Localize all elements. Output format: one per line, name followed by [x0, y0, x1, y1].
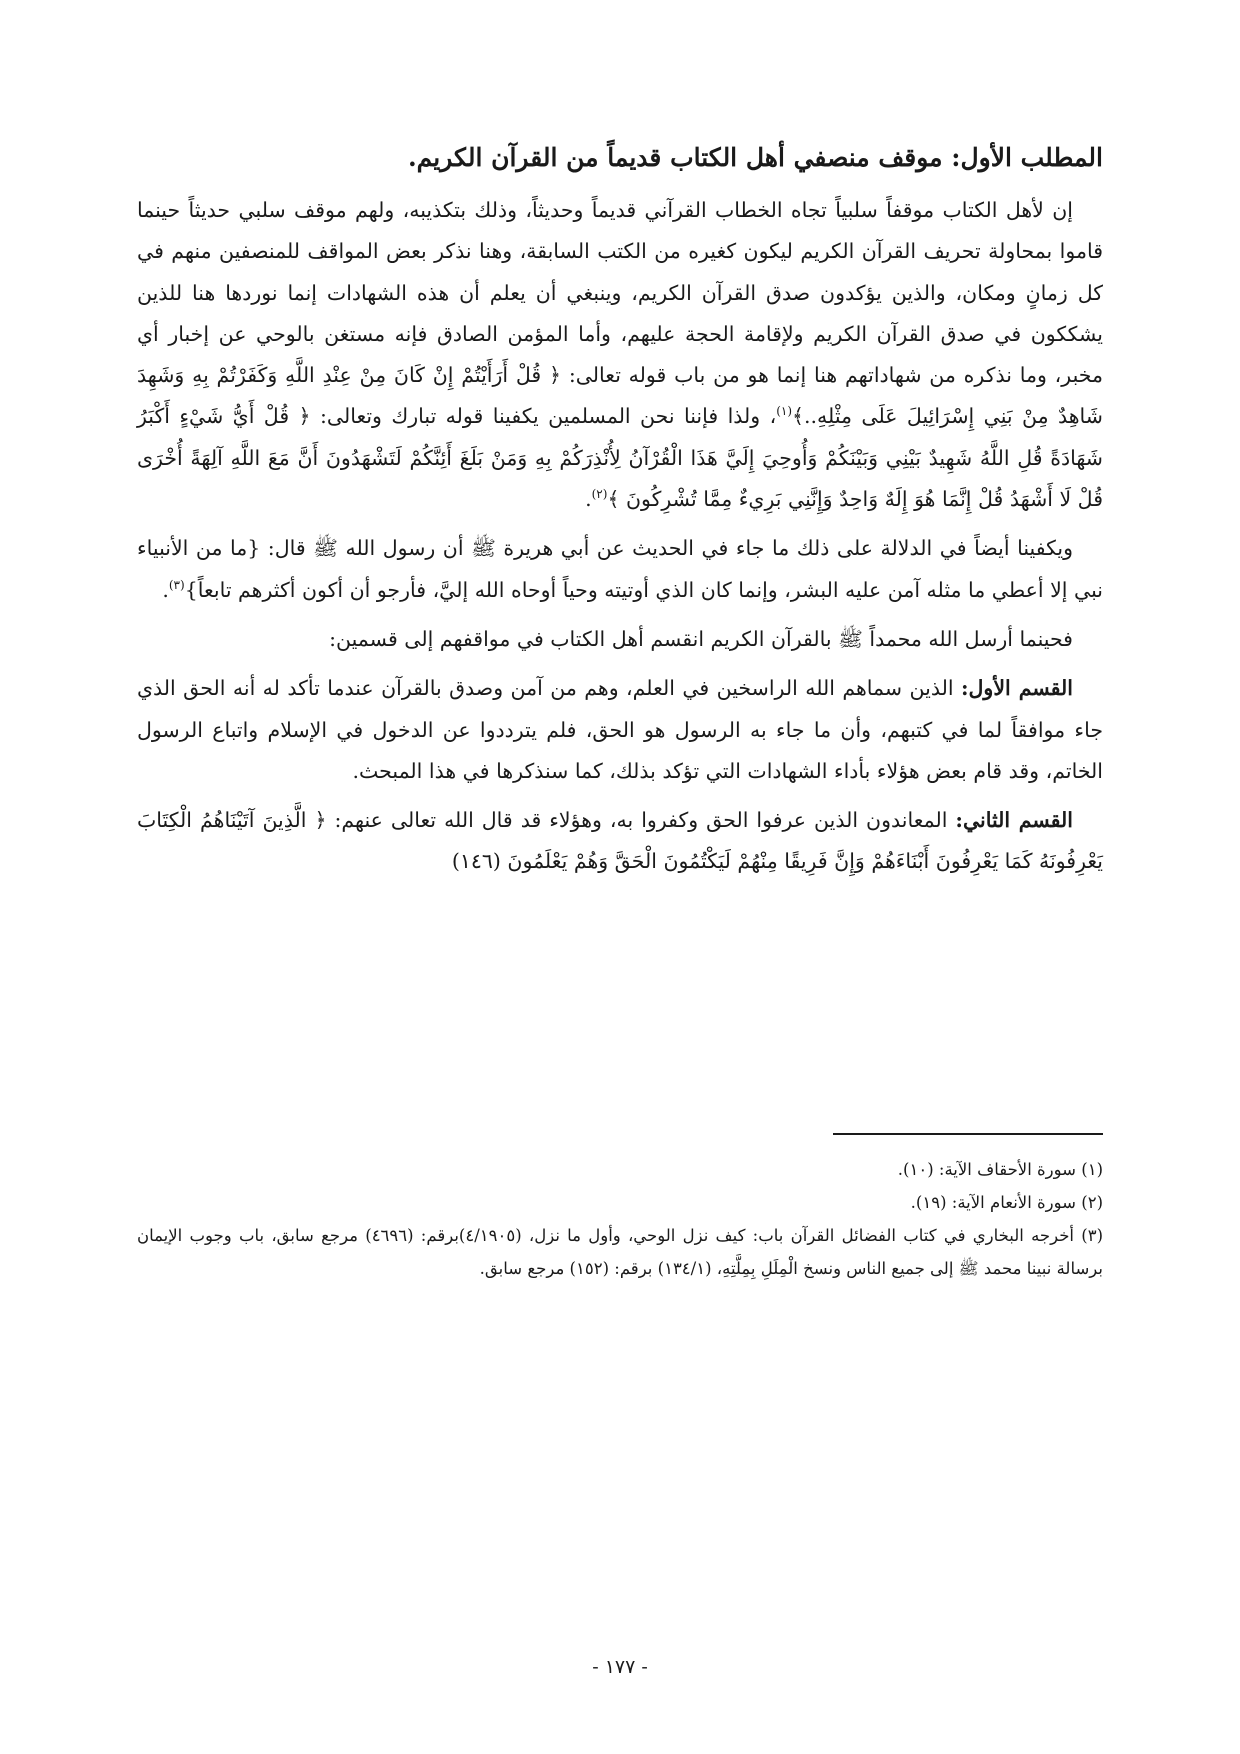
paragraph-first-group — [137, 668, 1103, 792]
paragraph-hadith-text: ويكفينا أيضاً في الدلالة على ذلك ما جاء في الحديث عن أبي هريرة ﷺ أن رسول الله ﷺ قال: {ما من الأنبياء نبي إلا أعطي ما مثله آمن عليه البشر، وإنما كان الذي أوتيته وحياً أوحاه الله إليَّ، فأرجو أن أكون أكثرهم تابعاً} — [137, 536, 1103, 602]
page-number: - ١٧٧ - — [592, 1656, 648, 1678]
footnote-3: (٣) أخرجه البخاري في كتاب الفضائل القرآن باب: كيف نزل الوحي، وأول ما نزل، (٤/١٩٠٥)برقم: (٤٦٩٦) مرجع سابق، باب وجوب الإيمان برسالة نبينا محمد ﷺ إلى جميع الناس ونسخ الْمِلَلِ بِمِلَّتِهِ، (١٣٤/١) برقم: (١٥٢) مرجع سابق. — [137, 1226, 1103, 1278]
paragraph-second-group — [137, 800, 1103, 883]
footnote-ref-1: (١) — [776, 404, 793, 419]
body-text — [137, 190, 1103, 891]
paragraph-division-text: فحينما أرسل الله محمداً ﷺ بالقرآن الكريم انقسم أهل الكتاب في مواقفهم إلى قسمين: — [329, 626, 1073, 651]
paragraph-division — [137, 619, 1103, 660]
paragraph-hadith — [137, 528, 1103, 611]
section-heading — [137, 138, 1103, 178]
paragraph-intro-end: . — [585, 487, 592, 512]
paragraph-intro — [137, 190, 1103, 520]
paragraph-intro-continuation: ، ولذا فإننا نحن المسلمين يكفينا قوله تبارك وتعالى: — [319, 404, 777, 429]
second-group-label: القسم الثاني: — [955, 808, 1073, 833]
paragraph-hadith-end: . — [162, 577, 169, 602]
footnote-2: (٢) سورة الأنعام الآية: (١٩). — [910, 1193, 1103, 1212]
quran-verse-ahqaf: ﴿ قُلْ أَرَأَيْتُمْ إِنْ كَانَ مِنْ عِنْدِ اللَّهِ وَكَفَرْتُمْ بِهِ وَشَهِدَ شَاهِدٌ مِنْ بَنِي إِسْرَائِيلَ عَلَى مِثْلِهِ..﴾ — [137, 363, 1103, 429]
first-group-text: الذين سماهم الله الراسخين في العلم، وهم من آمن وصدق بالقرآن عندما تأكد له أنه الحق الذي جاء موافقاً لما في كتبهم، وأن ما جاء به الرسول هو الحق، فلم يترددوا عن الدخول في الإسلام واتباع الرسول الخاتم، وقد قام بعض هؤلاء بأداء الشهادات التي تؤكد بذلك، كما سنذكرها في هذا المبحث. — [137, 676, 1103, 783]
footnote-ref-2: (٢) — [591, 487, 608, 502]
second-group-text: المعاندون الذين عرفوا الحق وكفروا به، وهؤلاء قد قال الله تعالى عنهم: — [334, 808, 956, 833]
document-page — [137, 0, 1103, 1754]
quran-verse-anam: ﴿ قُلْ أَيُّ شَيْءٍ أَكْبَرُ شَهَادَةً قُلِ اللَّهُ شَهِيدٌ بَيْنِي وَبَيْنَكُمْ وَأُوحِيَ إِلَيَّ هَذَا الْقُرْآنُ لِأُنْذِرَكُمْ بِهِ وَمَنْ بَلَغَ أَئِنَّكُمْ لَتَشْهَدُونَ أَنَّ مَعَ اللَّهِ آلِهَةً أُخْرَى قُلْ لَا أَشْهَدُ قُلْ إِنَّمَا هُوَ إِلَهٌ وَاحِدٌ وَإِنَّنِي بَرِيءٌ مِمَّا تُشْرِكُونَ ﴾ — [137, 404, 1103, 512]
section-heading-label: المطلب الأول: — [951, 143, 1103, 172]
paragraph-intro-text: إن لأهل الكتاب موقفاً سلبياً تجاه الخطاب القرآني قديماً وحديثاً، وذلك بتكذيبه، ولهم موقف سلبي حديثاً حينما قاموا بمحاولة تحريف القرآن الكريم ليكون كغيره من الكتب السابقة، وهنا نذكر بعض المواقف للمنصفين منهم في كل زمانٍ ومكان، والذين يؤكدون صدق القرآن الكريم، وينبغي أن يعلم أن هذه الشهادات إنما نوردها هنا للذين يشككون في صدق القرآن الكريم ولإقامة الحجة عليهم، وأما المؤمن الصادق فإنه مستغن بالوحي عن إخبار أي مخبر، وما نذكره من شهاداتهم هنا إنما هو من باب قوله تعالى: — [137, 198, 1103, 388]
quran-verse-baqara: ﴿ الَّذِينَ آتَيْنَاهُمُ الْكِتَابَ يَعْرِفُونَهُ كَمَا يَعْرِفُونَ أَبْنَاءَهُمْ وَإِنَّ فَرِيقًا مِنْهُمْ لَيَكْتُمُونَ الْحَقَّ وَهُمْ يَعْلَمُونَ (١٤٦) — [137, 808, 1103, 874]
footnote-divider — [833, 1133, 1103, 1135]
footnote-1: (١) سورة الأحقاف الآية: (١٠). — [897, 1160, 1103, 1179]
footnote-ref-3: (٣) — [168, 577, 185, 592]
footnotes — [137, 1153, 1103, 1285]
section-heading-title: موقف منصفي أهل الكتاب قديماً من القرآن الكريم. — [407, 143, 943, 172]
first-group-label: القسم الأول: — [960, 676, 1073, 701]
